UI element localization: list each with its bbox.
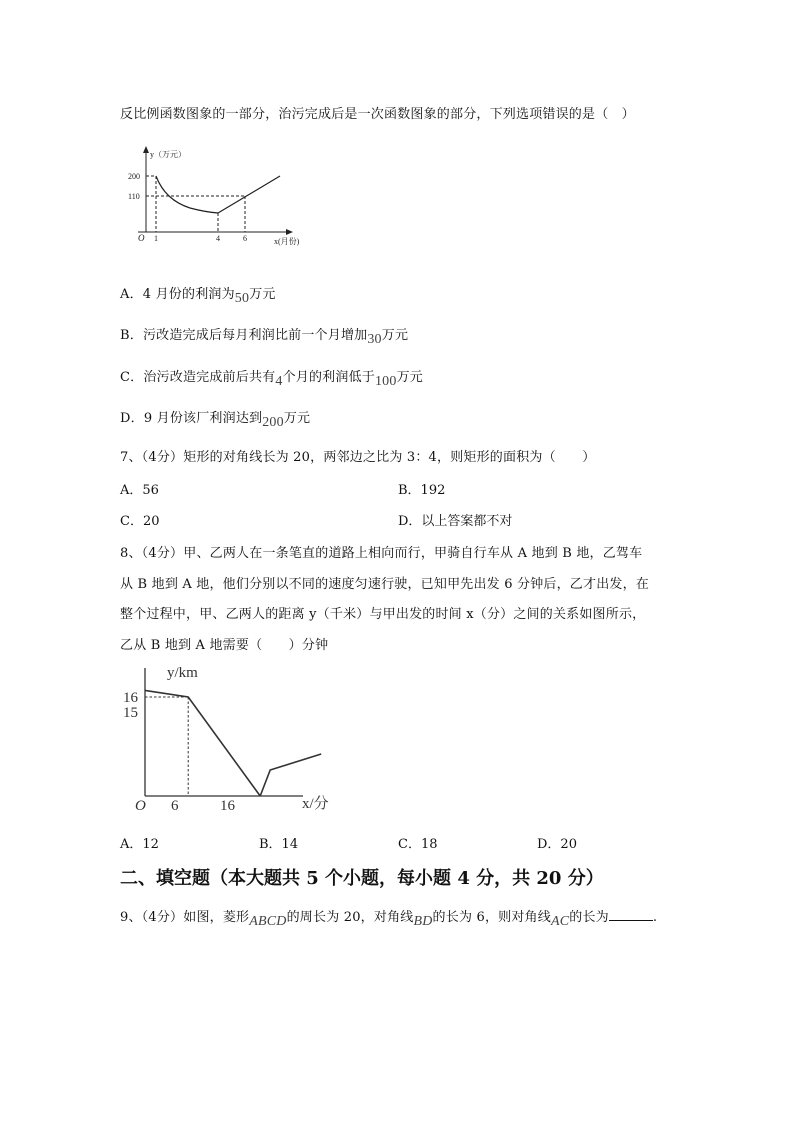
q9-answer-blank[interactable]	[609, 908, 653, 921]
q6-stem: 反比例函数图象的一部分，治污完成后是一次函数图象的部分，下列选项错误的是（ ）	[120, 107, 635, 122]
q8-option-b: B．14	[259, 837, 299, 852]
q8-stem-line-2: 从 B 地到 A 地，他们分别以不同的速度匀速行驶，已知甲先出发 6 分钟后，乙才出发，在	[120, 577, 650, 592]
q6-origin: O	[138, 233, 145, 243]
q8-option-c: C．18	[398, 837, 438, 852]
q6-option-b: B．污改造完成后每月利润比前一个月增加30万元	[120, 328, 409, 347]
q6-ytick-110: 110	[128, 192, 140, 201]
q6-line-segment	[218, 176, 280, 213]
q8-xtick-16: 16	[220, 798, 235, 814]
q8-ytick-15: 15	[123, 705, 138, 721]
q6-xtick-6: 6	[243, 234, 247, 243]
q6-option-d: D．9 月份该厂利润达到200万元	[120, 411, 311, 430]
q8-ytick-16: 16	[123, 690, 138, 706]
q8-x-label: x/分	[302, 796, 329, 812]
q7-option-c: C．20	[120, 514, 160, 529]
q6-x-arrow	[286, 229, 293, 235]
q6-option-a: A．4 月份的利润为50万元	[120, 287, 276, 306]
q7-option-b: B．192	[398, 483, 446, 498]
q6-ytick-200: 200	[128, 172, 140, 181]
q8-stem-line-1: 8、（4分）甲、乙两人在一条笔直的道路上相向而行，甲骑自行车从 A 地到 B 地，乙驾车	[120, 546, 643, 561]
q8-stem-line-4: 乙从 B 地到 A 地需要（ ）分钟	[120, 638, 329, 653]
q8-series-continuation	[260, 754, 321, 796]
q8-graph	[115, 660, 345, 815]
q9-stem: 9、（4分）如图，菱形ABCD的周长为 20，对角线BD的长为 6，则对角线AC的长为 .	[120, 910, 658, 929]
q6-xtick-4: 4	[216, 234, 220, 243]
q8-y-label: y/km	[167, 665, 198, 681]
q8-origin: O	[135, 798, 146, 814]
q6-x-label: x(月份)	[274, 237, 300, 246]
q8-option-d: D．20	[537, 837, 577, 852]
q6-curve	[156, 176, 218, 213]
q8-option-a: A．12	[120, 837, 159, 852]
q8-series-line	[145, 690, 260, 796]
q6-option-c: C．治污改造完成前后共有4个月的利润低于100万元	[120, 370, 423, 389]
section-2-title: 二、填空题（本大题共 5 个小题，每小题 4 分，共 20 分）	[120, 868, 604, 889]
q7-option-a: A．56	[120, 483, 159, 498]
q6-y-arrow	[143, 146, 149, 153]
q6-y-label: y（万元）	[150, 150, 186, 159]
q8-xtick-6: 6	[171, 798, 179, 814]
q6-graph	[120, 140, 320, 260]
q7-stem: 7、（4分）矩形的对角线长为 20，两邻边之比为 3：4，则矩形的面积为（ ）	[120, 450, 596, 465]
q6-xtick-1: 1	[154, 234, 158, 243]
q8-stem-line-3: 整个过程中，甲、乙两人的距离 y（千米）与甲出发的时间 x（分）之间的关系如图所示，	[120, 607, 646, 622]
q7-option-d: D．以上答案都不对	[398, 514, 513, 529]
